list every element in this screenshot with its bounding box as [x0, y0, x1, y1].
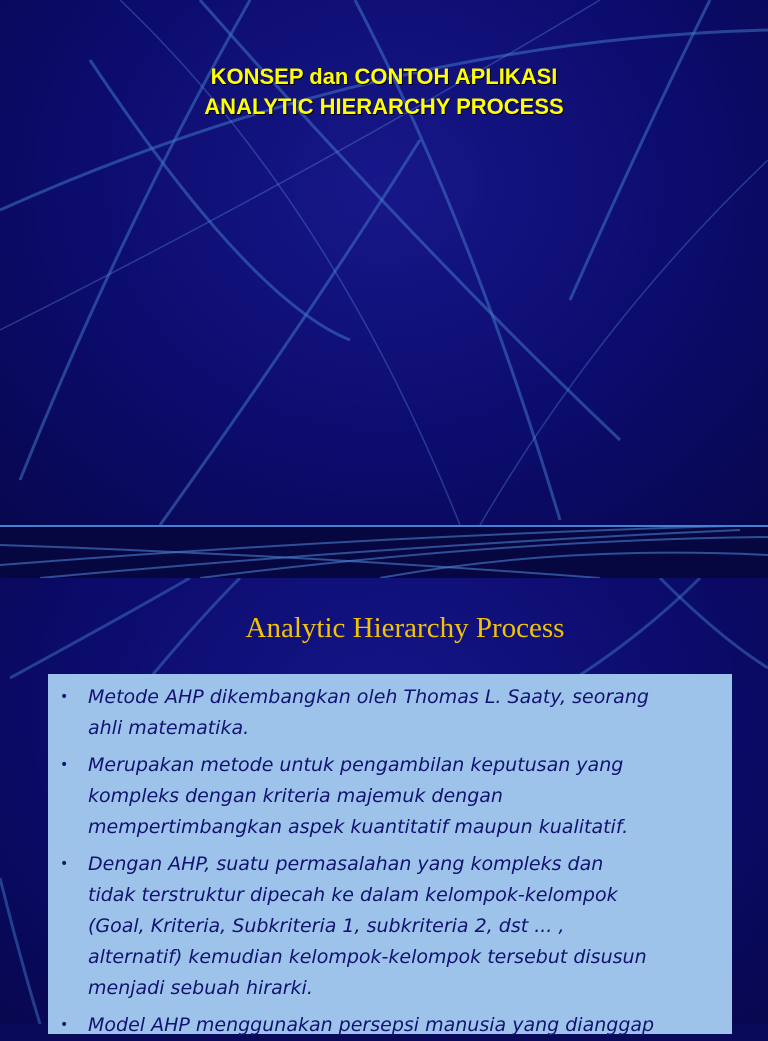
list-item: [58, 750, 722, 843]
bullet-text-line: Metode AHP dikembangkan oleh Thomas L. Saaty, seorang: [88, 686, 649, 708]
slide-separator: [0, 525, 768, 578]
bullet-text-line: Dengan AHP, suatu permasalahan yang kompleks dan: [88, 853, 604, 875]
bullet-text-line: alternatif) kemudian kelompok-kelompok tersebut disusun: [88, 946, 647, 968]
bullet-text-line: menjadi sebuah hirarki.: [88, 977, 313, 999]
bullet-text-line: Merupakan metode untuk pengambilan keputusan yang: [88, 754, 624, 776]
bullet-text-line: Model AHP menggunakan persepsi manusia yang dianggap: [88, 1014, 655, 1036]
separator-lines-decoration: [0, 525, 768, 578]
list-item: [58, 682, 722, 744]
bullet-list: [48, 674, 732, 1041]
list-item: [58, 849, 722, 1004]
bullet-icon: •: [60, 1017, 69, 1033]
bullet-icon: •: [60, 856, 69, 872]
bullet-text-line: (Goal, Kriteria, Subkriteria 1, subkriteria 2, dst ... ,: [88, 915, 565, 937]
bullet-icon: •: [60, 757, 69, 773]
slide-2-title: Analytic Hierarchy Process: [245, 612, 565, 644]
bullet-text-line: mempertimbangkan aspek kuantitatif maupun kualitatif.: [88, 816, 629, 838]
content-box: [48, 674, 732, 1034]
slide-1-title-line-2: ANALYTIC HIERARCHY PROCESS: [204, 94, 564, 119]
slide-1-title: [0, 62, 768, 122]
slide-1-title-line-1: KONSEP dan CONTOH APLIKASI: [210, 64, 558, 89]
bullet-text-line: kompleks dengan kriteria majemuk dengan: [88, 785, 503, 807]
bullet-text-line: ahli matematika.: [88, 717, 250, 739]
bullet-icon: •: [60, 689, 69, 705]
bullet-text-line: tidak terstruktur dipecah ke dalam kelompok-kelompok: [88, 884, 618, 906]
list-item: [58, 1010, 722, 1041]
